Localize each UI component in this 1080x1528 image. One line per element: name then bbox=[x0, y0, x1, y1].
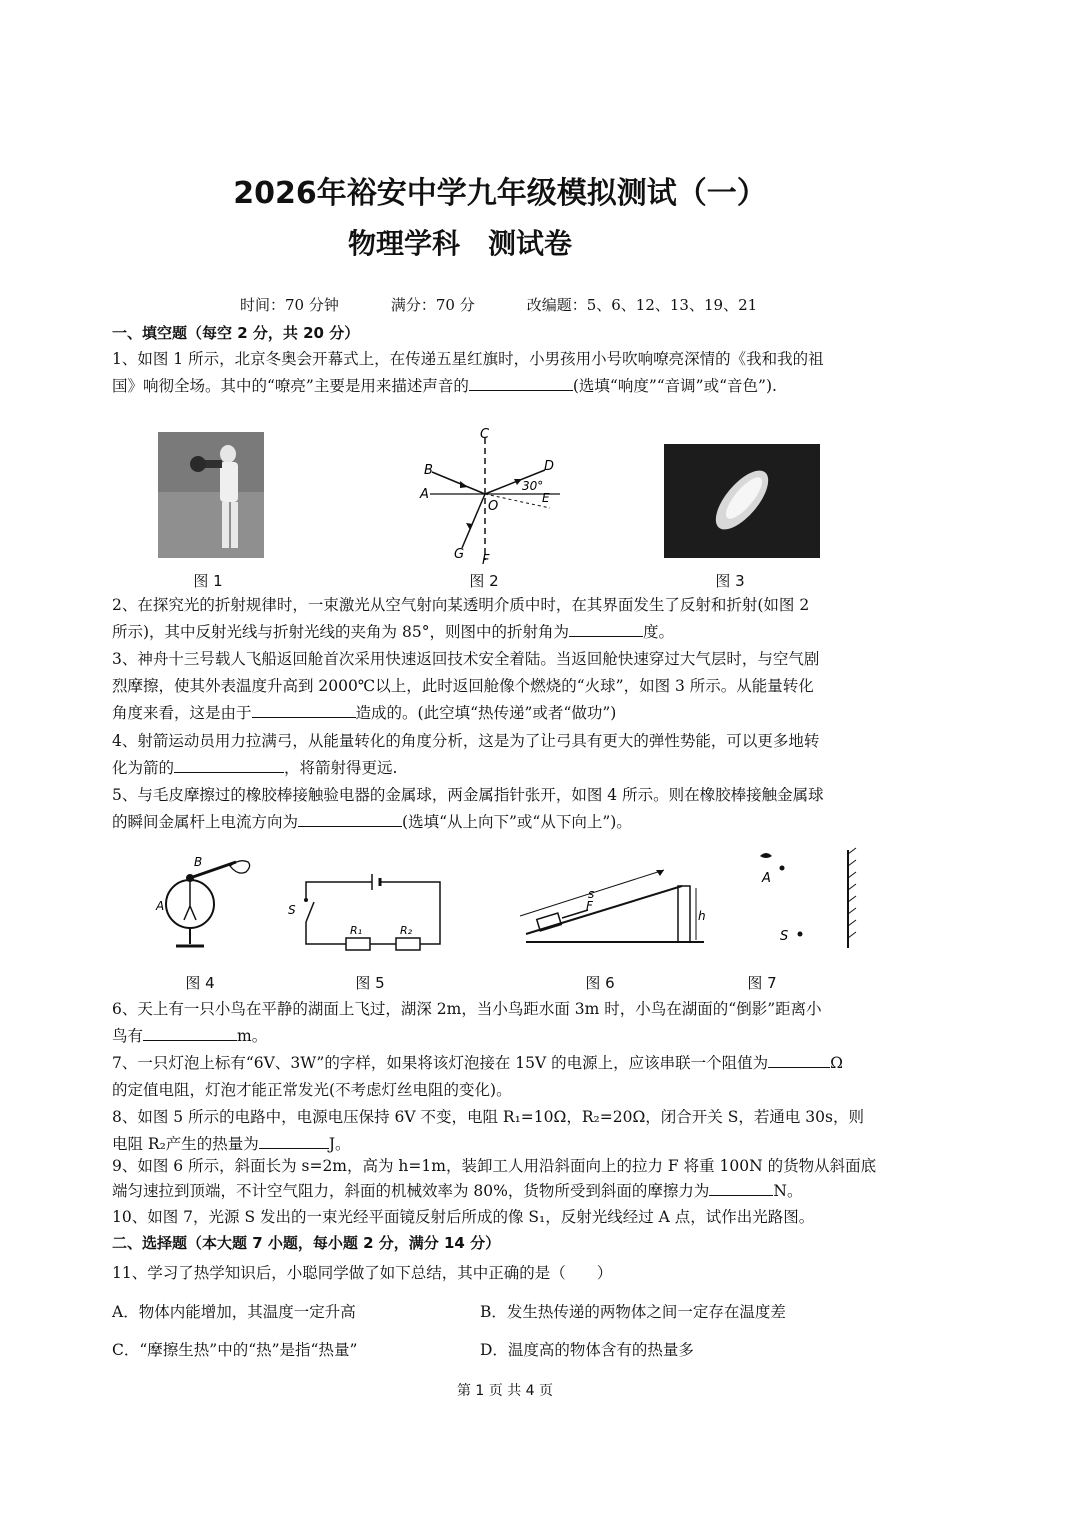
q2-line1: 2、在探究光的折射规律时，一束激光从空气射向某透明介质中时，在其界面发生了反射和折射(如图 2 bbox=[112, 596, 810, 614]
fig6-label-h: h bbox=[698, 909, 706, 923]
q1-line1: 1、如图 1 所示，北京冬奥会开幕式上，在传递五星红旗时，小男孩用小号吹响嘹亮深情的《我和我的祖 bbox=[112, 350, 824, 368]
question-2 bbox=[112, 592, 912, 646]
q5-text-b: (选填“从上向下”或“从下向上”)。 bbox=[402, 813, 632, 831]
q8-answer-blank[interactable] bbox=[259, 1132, 329, 1149]
q2-line2 bbox=[112, 619, 912, 646]
q1-line2 bbox=[112, 373, 912, 400]
q5-answer-blank[interactable] bbox=[298, 810, 402, 827]
question-6 bbox=[112, 996, 912, 1050]
figure-3-caption: 图 3 bbox=[715, 572, 745, 590]
score-info: 满分：70 分 bbox=[390, 296, 475, 314]
q11-option-d[interactable]: D．温度高的物体含有的热量多 bbox=[480, 1341, 694, 1359]
figure-4-caption: 图 4 bbox=[185, 974, 215, 992]
q5-line2 bbox=[112, 809, 912, 836]
q7-text-b: Ω bbox=[830, 1054, 843, 1072]
q4-answer-blank[interactable] bbox=[174, 756, 284, 773]
q5-text-a: 的瞬间金属杆上电流方向为 bbox=[112, 813, 299, 831]
label-D: D bbox=[544, 459, 555, 474]
question-11-stem: 11、学习了热学知识后，小聪同学做了如下总结，其中正确的是（ ） bbox=[112, 1264, 613, 1282]
figure-1-photo bbox=[158, 432, 264, 558]
figure-5-caption: 图 5 bbox=[355, 974, 385, 992]
fig4-label-A: A bbox=[156, 899, 165, 913]
label-angle: 30° bbox=[522, 479, 544, 493]
boy-trumpet-image bbox=[158, 432, 264, 558]
figure-7-caption: 图 7 bbox=[747, 974, 777, 992]
q7-line2: 的定值电阻，灯泡才能正常发光(不考虑灯丝电阻的变化)。 bbox=[112, 1081, 512, 1099]
question-9 bbox=[112, 1154, 912, 1204]
section-1-heading: 一、填空题（每空 2 分，共 20 分） bbox=[112, 324, 360, 342]
q1-text-b: (选填“响度”“音调”或“音色”). bbox=[572, 377, 777, 395]
q10-line1: 10、如图 7，光源 S 发出的一束光经平面镜反射后所成的像 S₁，反射光线经过 A 点，试作出光路图。 bbox=[112, 1208, 815, 1226]
q3-line2: 烈摩擦，使其外表温度升高到 2000℃以上，此时返回舱像个燃烧的“火球”，如图 3 所示。从能量转化 bbox=[112, 677, 814, 695]
figure-2-caption: 图 2 bbox=[469, 572, 499, 590]
q6-answer-blank[interactable] bbox=[143, 1024, 237, 1041]
time-info: 时间：70 分钟 bbox=[240, 296, 339, 314]
q7-text-a: 7、一只灯泡上标有“6V、3W”的字样，如果将该灯泡接在 15V 的电源上，应该串联一个阻值为 bbox=[112, 1054, 769, 1072]
q9-line1: 9、如图 6 所示，斜面长为 s=2m，高为 h=1m，装卸工人用沿斜面向上的拉力 F 将重 100N 的货物从斜面底 bbox=[112, 1157, 877, 1175]
label-O: O bbox=[488, 499, 499, 514]
q4-text-a: 化为箭的 bbox=[112, 759, 175, 777]
figure-5-circuit bbox=[284, 868, 454, 960]
figure-7-mirror bbox=[752, 846, 862, 950]
figure-2-diagram bbox=[410, 424, 570, 570]
q11-option-a[interactable]: A．物体内能增加，其温度一定升高 bbox=[112, 1303, 356, 1321]
question-5 bbox=[112, 782, 912, 836]
label-E: E bbox=[542, 491, 550, 505]
q9-answer-blank[interactable] bbox=[709, 1179, 773, 1196]
label-A: A bbox=[420, 487, 429, 502]
q4-text-b: ，将箭射得更远. bbox=[284, 759, 398, 777]
question-8 bbox=[112, 1104, 912, 1158]
figure-3-photo bbox=[664, 444, 820, 558]
q11-option-b[interactable]: B．发生热传递的两物体之间一定存在温度差 bbox=[480, 1303, 786, 1321]
question-3 bbox=[112, 646, 912, 727]
q6-line2 bbox=[112, 1023, 912, 1050]
q4-line1: 4、射箭运动员用力拉满弓，从能量转化的角度分析，这是为了让弓具有更大的弹性势能，可以更多地转 bbox=[112, 732, 820, 750]
question-1 bbox=[112, 346, 912, 400]
q6-text-a: 鸟有 bbox=[112, 1027, 144, 1045]
q3-line3 bbox=[112, 700, 912, 727]
fig6-label-s: s bbox=[588, 887, 595, 901]
fig4-label-B: B bbox=[194, 855, 203, 869]
section-2-heading: 二、选择题（本大题 7 小题，每小题 2 分，满分 14 分） bbox=[112, 1234, 501, 1252]
label-F: F bbox=[482, 553, 490, 568]
q8-line1: 8、如图 5 所示的电路中，电源电压保持 6V 不变，电阻 R₁=10Ω，R₂=20Ω，闭合开关 S，若通电 30s，则 bbox=[112, 1108, 864, 1126]
q9-text-b: N。 bbox=[773, 1182, 803, 1200]
figure-1-caption: 图 1 bbox=[193, 572, 223, 590]
q8-text-b: J。 bbox=[328, 1135, 351, 1153]
label-C: C bbox=[480, 427, 490, 442]
fig5-label-R1: R₁ bbox=[350, 924, 363, 937]
exam-meta bbox=[240, 294, 809, 315]
q3-text-a: 角度来看，这是由于 bbox=[112, 704, 252, 722]
figure-6-incline bbox=[514, 856, 708, 948]
q5-line1: 5、与毛皮摩擦过的橡胶棒接触验电器的金属球，两金属指针张开，如图 4 所示。则在橡胶棒接触金属球 bbox=[112, 786, 824, 804]
q2-text-a: 所示)，其中反射光线与折射光线的夹角为 85°，则图中的折射角为 bbox=[112, 623, 569, 641]
q1-answer-blank[interactable] bbox=[469, 374, 573, 391]
q7-line1 bbox=[112, 1050, 912, 1077]
q8-text-a: 电阻 R₂产生的热量为 bbox=[112, 1135, 259, 1153]
exam-subtitle: 物理学科 测试卷 bbox=[347, 227, 572, 260]
fig5-label-S: S bbox=[288, 903, 296, 917]
q3-answer-blank[interactable] bbox=[252, 701, 356, 718]
label-B: B bbox=[424, 463, 433, 478]
q2-text-b: 度。 bbox=[642, 623, 674, 641]
q3-text-b: 造成的。(此空填“热传递”或者“做功”) bbox=[355, 704, 617, 722]
fig5-label-R2: R₂ bbox=[400, 924, 413, 937]
exam-title: 2026年裕安中学九年级模拟测试（一） bbox=[233, 176, 767, 211]
fig7-label-S: S bbox=[780, 929, 789, 944]
figure-6-caption: 图 6 bbox=[585, 974, 615, 992]
q4-line2 bbox=[112, 755, 912, 782]
q9-line2 bbox=[112, 1179, 912, 1204]
figure-4-electroscope bbox=[150, 854, 270, 958]
page-footer: 第 1 页 共 4 页 bbox=[456, 1383, 554, 1399]
q6-line1: 6、天上有一只小鸟在平静的湖面上飞过，湖深 2m，当小鸟距水面 3m 时，小鸟在湖面的“倒影”距离小 bbox=[112, 1000, 822, 1018]
q7-answer-blank[interactable] bbox=[768, 1051, 830, 1068]
question-7 bbox=[112, 1050, 912, 1104]
label-G: G bbox=[454, 547, 465, 562]
q11-option-c[interactable]: C．“摩擦生热”中的“热”是指“热量” bbox=[112, 1341, 358, 1359]
question-10 bbox=[112, 1204, 912, 1231]
fig6-label-F: F bbox=[586, 899, 593, 913]
fig7-label-A: A bbox=[762, 871, 771, 886]
q6-text-b: m。 bbox=[237, 1027, 268, 1045]
q3-line1: 3、神舟十三号载人飞船返回舱首次采用快速返回技术安全着陆。当返回舱快速穿过大气层时，与空气剧 bbox=[112, 650, 820, 668]
q9-text-a: 端匀速拉到顶端，不计空气阻力，斜面的机械效率为 80%，货物所受到斜面的摩擦力为 bbox=[112, 1182, 710, 1200]
adapted-info: 改编题：5、6、12、13、19、21 bbox=[526, 296, 758, 314]
question-4 bbox=[112, 728, 912, 782]
q2-answer-blank[interactable] bbox=[569, 620, 643, 637]
q1-text-a: 国》响彻全场。其中的“嘹亮”主要是用来描述声音的 bbox=[112, 377, 469, 395]
